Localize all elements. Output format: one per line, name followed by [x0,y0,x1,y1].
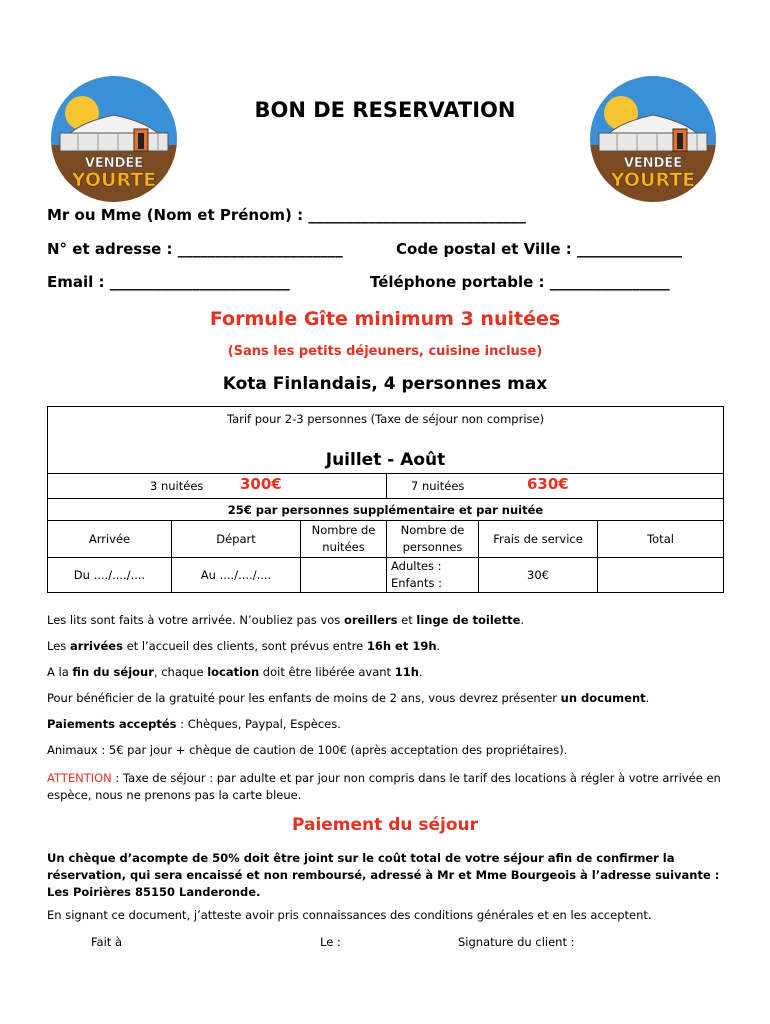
date-field[interactable]: Le : [320,935,341,949]
name-field[interactable]: Mr ou Mme (Nom et Prénom) : _____________________________ [47,206,526,224]
svg-text:VENDÉE: VENDÉE [84,156,144,171]
svg-text:VENDÉE: VENDÉE [623,156,683,171]
nights-7-label: 7 nuitées [411,479,465,493]
info-linens: Les lits sont faits à votre arrivée. N’oubliez pas vos oreillers et linge de toilette. [47,613,525,627]
svg-text:YOURTE: YOURTE [610,169,696,191]
col-arrivee: Arrivée [48,521,172,558]
info-attention: ATTENTION : Taxe de séjour : par adulte et par jour non compris dans le tarif des locations à régler à votre arrivée en espèce, nous ne prenons pas la carte bleue. [47,771,721,802]
nuitees-input[interactable] [301,558,387,593]
nights-3-label: 3 nuitées [150,479,204,493]
col-depart: Départ [172,521,301,558]
supplement-note: 25€ par personnes supplémentaire et par nuitée [48,499,724,521]
formule-heading: Formule Gîte minimum 3 nuitées [209,308,561,330]
arrivee-input[interactable]: Du ..../..../.... [48,558,172,593]
email-field[interactable]: Email : ________________________ [47,273,290,291]
info-animals: Animaux : 5€ par jour + chèque de caution de 100€ (après acceptation des propriétaires). [47,743,568,757]
formule-subtitle: (Sans les petits déjeuners, cuisine incluse) [227,344,543,359]
vendee-yourte-logo-right [587,73,719,205]
depart-input[interactable]: Au ..../..../.... [172,558,301,593]
paiement-text: Un chèque d’acompte de 50% doit être joint sur le coût total de votre séjour afin de confirmer la réservation, qui sera encaissé et non remboursé, adressé à Mr et Mme Bourgeois à l’adresse suivante : Les Poirières 85150 Landeronde. [47,851,720,899]
frais-value: 30€ [479,558,598,593]
info-payments: Paiements acceptés : Chèques, Paypal, Espèces. [47,717,341,731]
svg-text:YOURTE: YOURTE [71,169,157,191]
address-field[interactable]: N° et adresse : ______________________ [47,240,343,258]
info-departure: A la fin du séjour, chaque location doit être libérée avant 11h. [47,665,423,679]
col-personnes: Nombre de personnes [387,521,479,558]
tarif-table [47,406,724,593]
postal-city-field[interactable]: Code postal et Ville : ______________ [396,240,683,258]
nights-3-price: 300€ [240,475,282,493]
info-children: Pour bénéficier de la gratuité pour les enfants de moins de 2 ans, vous devrez présenter un document. [47,691,650,705]
col-total: Total [598,521,724,558]
paiement-heading: Paiement du séjour [291,815,479,835]
phone-field[interactable]: Téléphone portable : ________________ [370,273,670,291]
personnes-input[interactable]: Adultes : Enfants : [387,558,479,593]
info-arrivals: Les arrivées et l’accueil des clients, sont prévus entre 16h et 19h. [47,639,441,653]
col-frais: Frais de service [479,521,598,558]
col-nuitees: Nombre de nuitées [301,521,387,558]
vendee-yourte-logo-left [48,73,180,205]
fait-a-field[interactable]: Fait à [91,935,123,949]
nights-7-price: 630€ [527,475,569,493]
signature-field[interactable]: Signature du client : [458,935,575,949]
kota-heading: Kota Finlandais, 4 personnes max [222,374,548,394]
period-heading: Juillet - Août [48,432,724,474]
document-title: BON DE RESERVATION [254,98,516,122]
tarif-header: Tarif pour 2-3 personnes (Taxe de séjour non comprise) [48,407,724,432]
signature-statement: En signant ce document, j’atteste avoir pris connaissances des conditions générales et en les acceptent. [47,908,652,922]
total-input[interactable] [598,558,724,593]
